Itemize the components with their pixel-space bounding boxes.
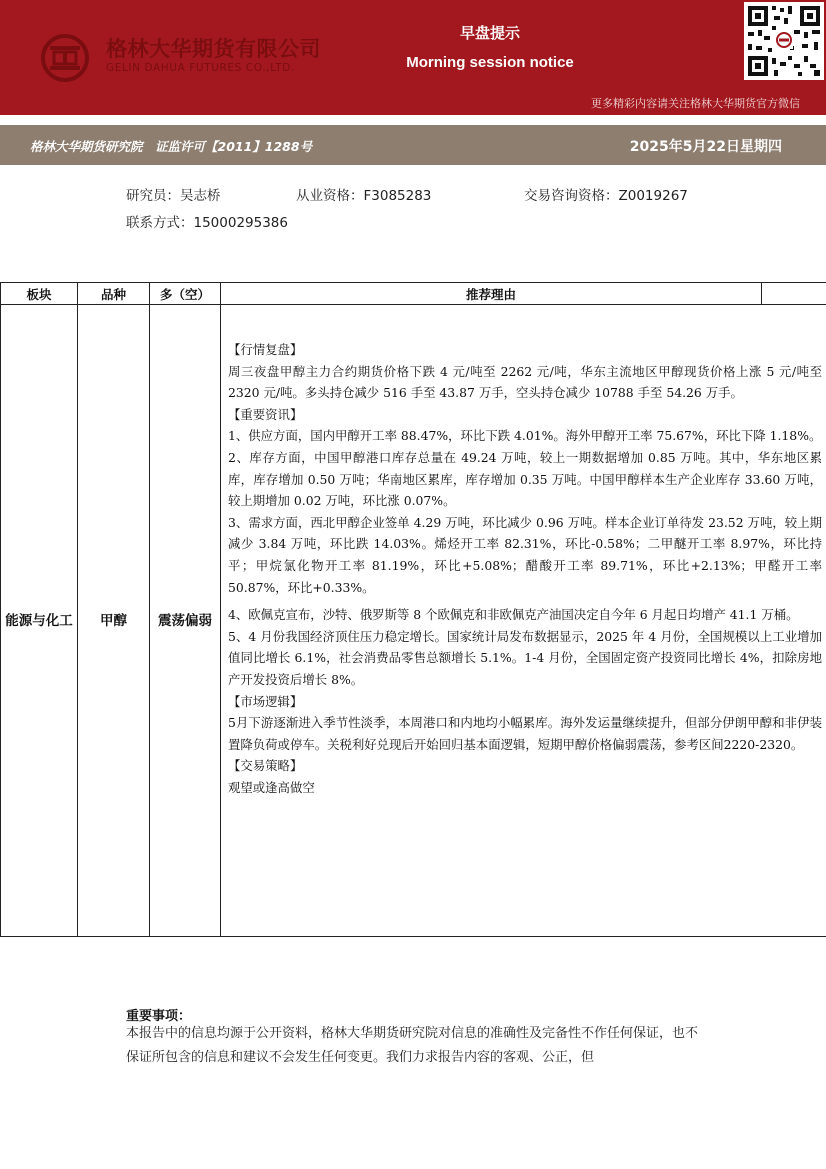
header-sector: 板块 [1, 283, 78, 305]
company-name-cn: 格林大华期货有限公司 [106, 37, 321, 61]
notes-body: 本报告中的信息均源于公开资料，格林大华期货研究院对信息的准确性及完备性不作任何保证，也不保证所包含的信息和建议不会发生任何变更。我们力求报告内容的客观、公正，但 [126, 1026, 699, 1065]
reason-heading-review: 【行情复盘】 [228, 342, 303, 357]
reason-paragraph: 3、需求方面，西北甲醇企业签单 4.29 万吨，环比减少 0.96 万吨。样本企业订单待发 23.52 万吨，较上期减少 3.84 万吨，环比跌 14.03%。烯烃开工率 82.31%，环比-0.58%；二甲醚开工率 8.97%，环比持平；甲烷氯化物开工率 81.19%，环比+5.08%；醋酸开工率 89.71%，环比+2.13%；甲醛开工率 50.87%，环比+0.33%。 [228, 514, 822, 595]
header-direction: 多（空） [150, 283, 221, 305]
qr-code-icon [744, 2, 824, 80]
table-row [1, 305, 826, 937]
institute-license: 格林大华期货研究院 证监许可【2011】1288号 [30, 139, 313, 154]
reason-heading-logic: 【市场逻辑】 [228, 693, 303, 709]
reason-paragraph: 2、库存方面，中国甲醇港口库存总量在 49.24 万吨，较上一期数据增加 0.85 万吨。其中，华东地区累库，库存增加 0.50 万吨；华南地区累库，库存增加 0.35 万吨。中国甲醇样本生产企业库存 33.60 万吨，较上期增加 0.02 万吨，环比涨 0.07%。 [228, 449, 822, 509]
researcher-qualification: 从业资格：F3085283 [296, 188, 432, 204]
notes-title: 重要事项： [126, 1009, 192, 1024]
company-logo-icon [36, 33, 94, 83]
reason-paragraph: 周三夜盘甲醇主力合约期货价格下跌 4 元/吨至 2262 元/吨，华东主流地区甲醇现货价格上涨 5 元/吨至 2320 元/吨。多头持仓减少 516 手至 43.87 万手，空头持仓减少 10788 手至 54.26 万手。 [228, 363, 822, 401]
researcher-consult-qualification: 交易咨询资格：Z0019267 [524, 188, 688, 204]
cell-variety: 甲醇 [78, 305, 150, 937]
report-title-en: Morning session notice [406, 54, 574, 71]
cell-reason [221, 305, 826, 937]
table-header-row [1, 283, 826, 305]
company-name-en: GELIN DAHUA FUTURES CO.,LTD. [106, 62, 295, 74]
wechat-follow-note: 更多精彩内容请关注格林大华期货官方微信 [591, 97, 800, 110]
reason-paragraph: 观望或逢高做空 [228, 779, 315, 795]
header-empty-cell [762, 283, 826, 305]
cell-direction: 震荡偏弱 [150, 305, 221, 937]
cell-sector: 能源与化工 [1, 305, 78, 937]
reason-paragraph: 1、供应方面，国内甲醇开工率 88.47%，环比下跌 4.01%。海外甲醇开工率 75.67%，环比下降 1.18%。 [228, 428, 822, 444]
reason-paragraph: 5、4 月份我国经济顶住压力稳定增长。国家统计局发布数据显示，2025 年 4 月份，全国规模以上工业增加值同比增长 6.1%，社会消费品零售总额增长 5.1%。1-4 月份，全国固定资产投资同比增长 4%，扣除房地产开发投资后增长 8%。 [228, 628, 822, 687]
report-date: 2025年5月22日星期四 [629, 139, 782, 155]
header-reason: 推荐理由 [221, 283, 762, 305]
reason-heading-news: 【重要资讯】 [228, 406, 303, 422]
header-variety: 品种 [78, 283, 150, 305]
recommendation-table [0, 282, 826, 937]
report-title-cn: 早盘提示 [459, 24, 520, 42]
reason-heading-strategy: 【交易策略】 [228, 758, 303, 774]
reason-paragraph: 4、欧佩克宣布，沙特、俄罗斯等 8 个欧佩克和非欧佩克产油国决定自今年 6 月起日均增产 41.1 万桶。 [228, 607, 799, 623]
header-banner [0, 0, 826, 115]
institute-bar [0, 125, 826, 165]
researcher-contact: 联系方式：15000295386 [126, 215, 288, 231]
researcher-name: 研究员：吴志桥 [126, 188, 221, 204]
reason-paragraph: 5月下游逐渐进入季节性淡季，本周港口和内地均小幅累库。海外发运量继续提升，但部分伊朗甲醇和非伊装置降负荷或停车。关税利好兑现后开始回归基本面逻辑，短期甲醇价格偏弱震荡，参考区间2220-2320。 [228, 715, 822, 752]
